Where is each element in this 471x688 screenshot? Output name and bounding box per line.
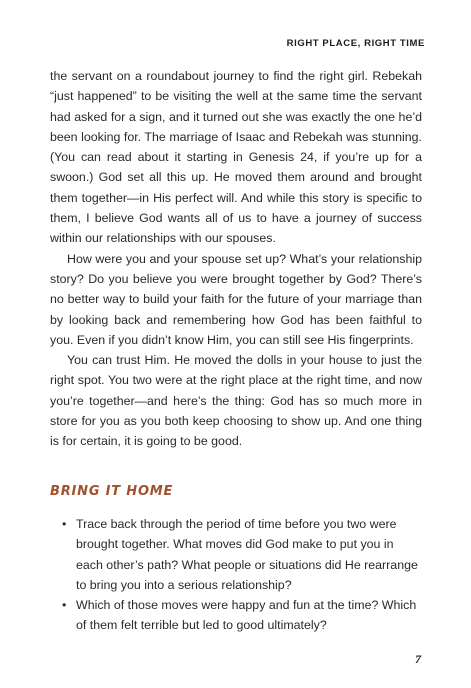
page-number: 7 bbox=[415, 652, 421, 666]
list-item-text: Trace back through the period of time before you two were brought together. What moves did God make to put you in each other’s path? What people or situations did He rearrange to bring you into a serious relationship? bbox=[76, 517, 418, 592]
list-item bbox=[62, 514, 422, 595]
list-item-text: Which of those moves were happy and fun at the time? Which of them felt terrible but led to good ultimately? bbox=[76, 598, 417, 633]
paragraph: How were you and your spouse set up? What’s your relationship story? Do you believe you were brought together by God? There’s no better way to build your faith for the future of your marriage than by looking back and remembering how God has been faithful to you. Even if you didn’t know Him, you can still see His fingerprints. bbox=[50, 251, 422, 347]
bullet-icon: • bbox=[62, 517, 67, 531]
body-text bbox=[50, 66, 422, 452]
paragraph: You can trust Him. He moved the dolls in your house to just the right spot. You two were at the right place at the right time, and now you’re together—and here’s the thing: God has so much more in store for you as you both keep choosing to show up. And one thing is for certain, it is going to be good. bbox=[50, 353, 422, 449]
list-item bbox=[62, 595, 422, 636]
running-head: RIGHT PLACE, RIGHT TIME bbox=[286, 38, 425, 49]
bullet-icon: • bbox=[62, 598, 67, 613]
section-heading: BRING IT HOME bbox=[50, 484, 174, 499]
paragraph: the servant on a roundabout journey to find the right girl. Rebekah “just happened” to be visiting the well at the same time the servant had asked for a sign, and it turned out she was exactly the one he’d been looking for. The marriage of Isaac and Rebekah was stunning. (You can read about it starting in Genesis 24, if you’re up for a swoon.) God set all this up. He moved them around and brought them together—in His perfect will. And while this story is specific to them, I believe God wants all of us to have a journey of success within our relationships with our spouses. bbox=[50, 69, 422, 246]
bullet-list bbox=[62, 514, 422, 636]
